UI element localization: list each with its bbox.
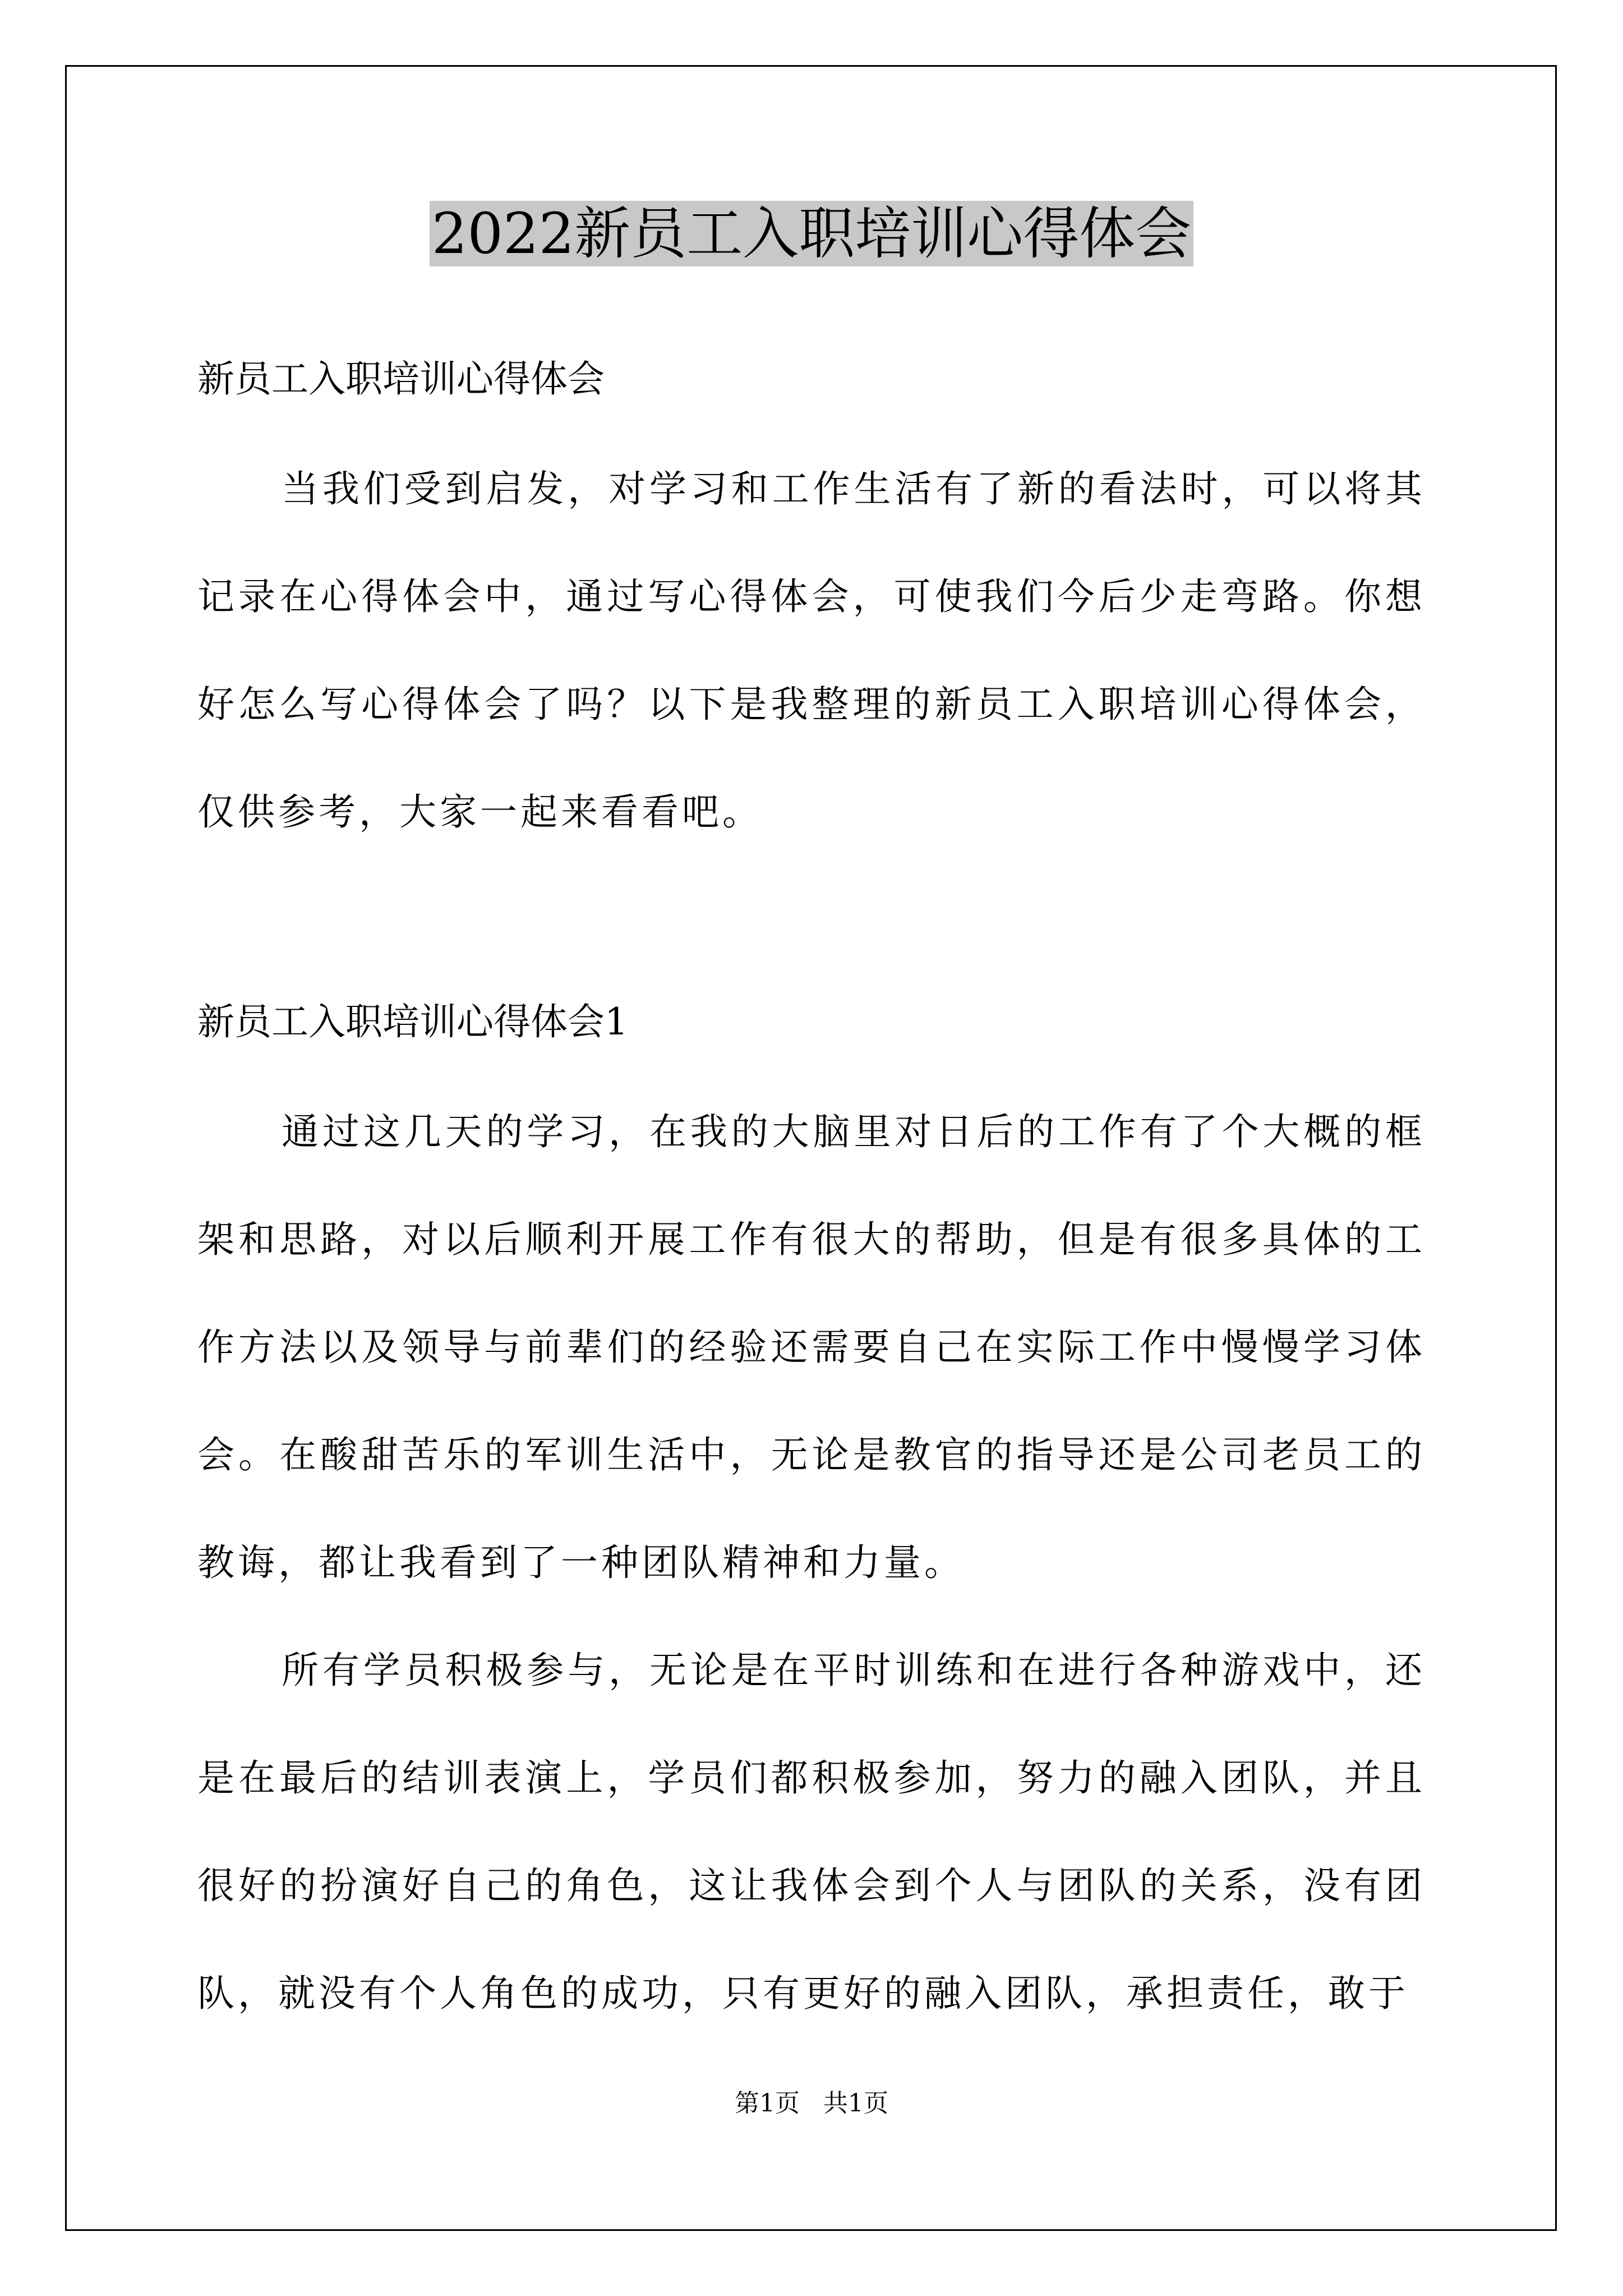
body-paragraph: 通过这几天的学习，在我的大脑里对日后的工作有了个大概的框架和思路，对以后顺利开展工作有很大的帮助，但是有很多具体的工作方法以及领导与前辈们的经验还需要自己在实际工作中慢慢学习体会。在酸甜苦乐的军训生活中，无论是教官的指导还是公司老员工的教诲，都让我看到了一种团队精神和力量。 — [197, 1110, 1426, 1584]
page-footer: 第1页 共1页 — [735, 2089, 888, 2118]
document-title-text: 2022新员工入职培训心得体会 — [430, 201, 1194, 266]
body-paragraph: 所有学员积极参与，无论是在平时训练和在进行各种游戏中，还是在最后的结训表演上，学员们都积极参加，努力的融入团队，并且很好的扮演好自己的角色，这让我体会到个人与团队的关系，没有团队，就没有个人角色的成功，只有更好的融入团队，承担责任，敢于 — [197, 1649, 1426, 2015]
document-subtitle: 新员工入职培训心得体会 — [197, 357, 605, 401]
intro-paragraph: 当我们受到启发，对学习和工作生活有了新的看法时，可以将其记录在心得体会中，通过写心得体会，可使我们今后少走弯路。你想好怎么写心得体会了吗？以下是我整理的新员工入职培训心得体会，仅供参考，大家一起来看看吧。 — [197, 467, 1426, 834]
section-heading-1: 新员工入职培训心得体会1 — [197, 1000, 628, 1043]
document-title — [0, 197, 1623, 270]
